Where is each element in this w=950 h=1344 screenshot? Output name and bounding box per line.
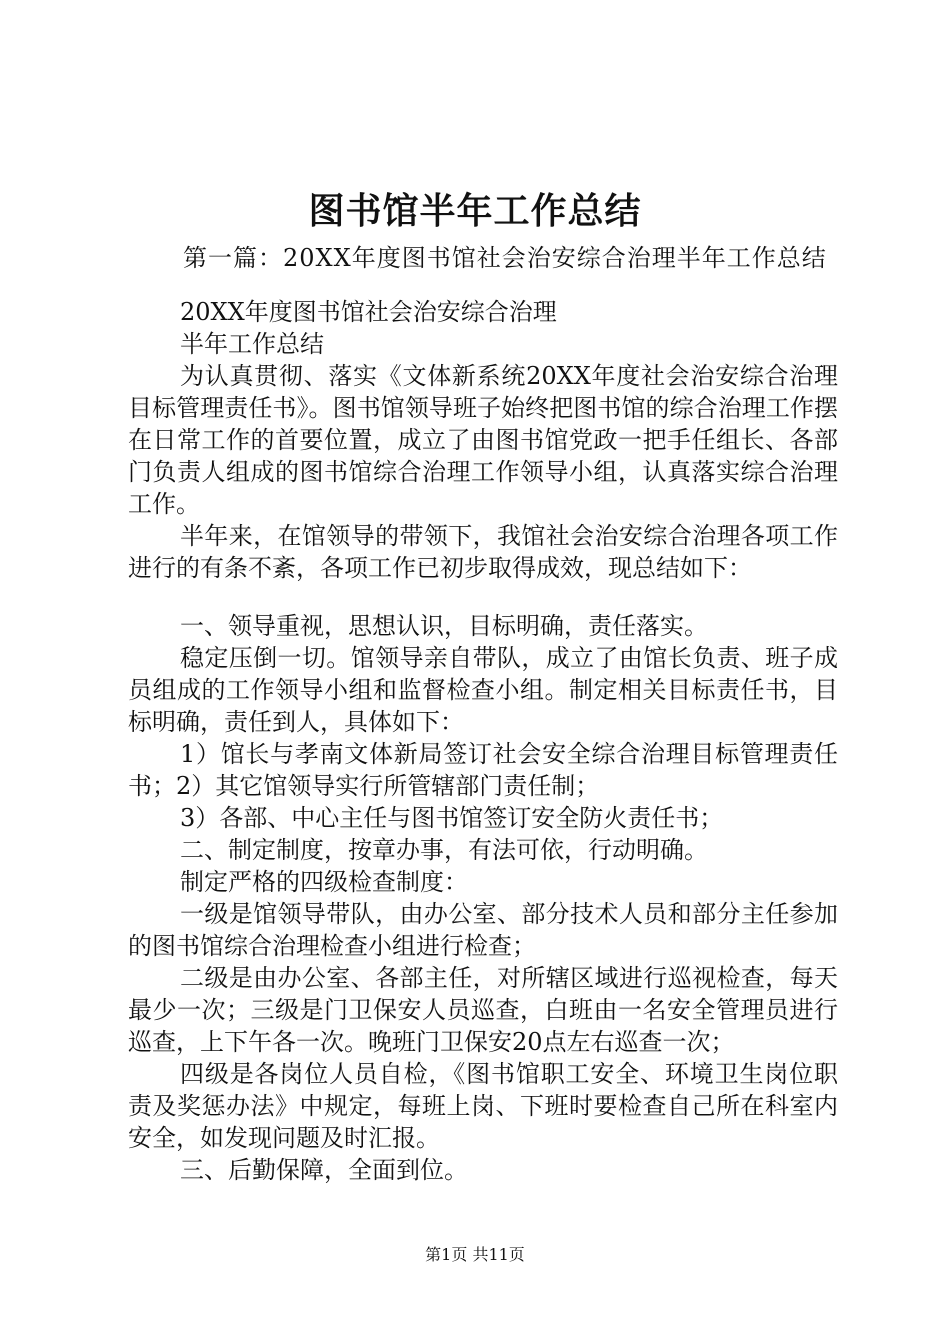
paragraph: 制定严格的四级检查制度：: [180, 868, 468, 896]
document-title: 图书馆半年工作总结: [308, 191, 642, 232]
document-subtitle: 第一篇：20XX年度图书馆社会治安综合治理半年工作总结: [183, 244, 827, 272]
list-item: 3）各部、中心主任与图书馆签订安全防火责任书；: [180, 804, 724, 832]
section-heading: 三、后勤保障，全面到位。: [180, 1156, 468, 1184]
paragraph: 二级是由办公室、各部主任，对所辖区域进行巡视检查，每天最少一次；三级是门卫保安人员巡查，白班由一名安全管理员进行巡查，上下午各一次。晚班门卫保安20点左右巡查一次；: [128, 964, 838, 1056]
list-item: 1）馆长与孝南文体新局签订社会安全综合治理目标管理责任书；2）其它馆领导实行所管辖部门责任制；: [128, 740, 838, 800]
paragraph: 半年工作总结: [180, 330, 324, 358]
paragraph: 四级是各岗位人员自检，《图书馆职工安全、环境卫生岗位职责及奖惩办法》中规定，每班上岗、下班时要检查自己所在科室内安全，如发现问题及时汇报。: [128, 1060, 838, 1152]
paragraph: 稳定压倒一切。馆领导亲自带队，成立了由馆长负责、班子成员组成的工作领导小组和监督检查小组。制定相关目标责任书，目标明确，责任到人，具体如下：: [128, 644, 838, 736]
page-footer: 第1页 共11页: [425, 1245, 525, 1264]
document-body: [128, 296, 838, 1186]
paragraph-gap: [128, 584, 838, 610]
paragraph: 半年来，在馆领导的带领下，我馆社会治安综合治理各项工作进行的有条不紊，各项工作已初步取得成效，现总结如下：: [128, 522, 838, 582]
paragraph: 为认真贯彻、落实《文体新系统20XX年度社会治安综合治理目标管理责任书》。图书馆领导班子始终把图书馆的综合治理工作摆在日常工作的首要位置，成立了由图书馆党政一把手任组长、各部门负责人组成的图书馆综合治理工作领导小组，认真落实综合治理工作。: [128, 362, 838, 518]
section-heading: 二、制定制度，按章办事，有法可依，行动明确。: [180, 836, 708, 864]
paragraph: 20XX年度图书馆社会治安综合治理: [180, 298, 557, 326]
section-heading: 一、领导重视，思想认识，目标明确，责任落实。: [180, 612, 708, 640]
paragraph: 一级是馆领导带队，由办公室、部分技术人员和部分主任参加的图书馆综合治理检查小组进行检查；: [128, 900, 838, 960]
